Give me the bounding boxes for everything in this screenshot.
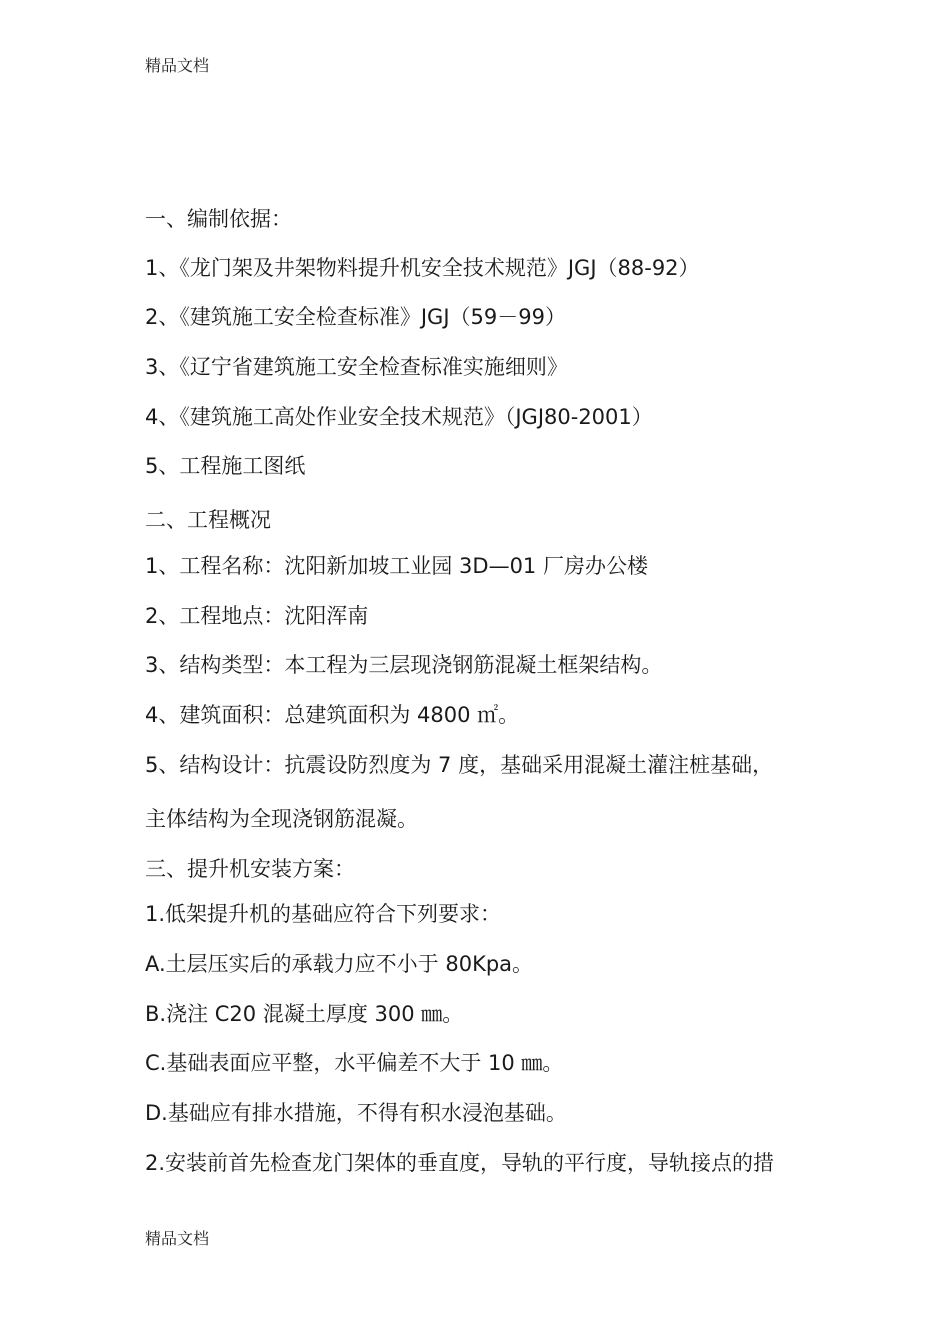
overview-item-5-continued: 主体结构为全现浇钢筋混凝。: [145, 807, 418, 831]
section-heading-overview: 二、工程概况: [145, 508, 271, 532]
basis-item-2: 2、《建筑施工安全检查标准》JGJ（59－99）: [145, 305, 566, 329]
basis-item-5: 5、工程施工图纸: [145, 454, 306, 478]
overview-item-4: 4、建筑面积：总建筑面积为 4800 ㎡。: [145, 703, 520, 727]
page-footer: 精品文档: [145, 1229, 210, 1248]
installation-item-2: 2.安装前首先检查龙门架体的垂直度，导轨的平行度，导轨接点的措: [145, 1151, 775, 1175]
installation-item-a: A.土层压实后的承载力应不小于 80Kpa。: [145, 952, 534, 976]
section-heading-installation: 三、提升机安装方案：: [145, 857, 355, 881]
section-heading-basis: 一、编制依据：: [145, 207, 292, 231]
basis-item-3: 3、《辽宁省建筑施工安全检查标准实施细则》: [145, 355, 568, 379]
installation-item-d: D.基础应有排水措施，不得有积水浸泡基础。: [145, 1101, 567, 1125]
installation-item-c: C.基础表面应平整，水平偏差不大于 10 ㎜。: [145, 1051, 564, 1075]
overview-item-2: 2、工程地点：沈阳浑南: [145, 604, 369, 628]
overview-item-3: 3、结构类型：本工程为三层现浇钢筋混凝土框架结构。: [145, 653, 663, 677]
installation-item-1: 1.低架提升机的基础应符合下列要求：: [145, 902, 502, 926]
basis-item-4: 4、《建筑施工高处作业安全技术规范》（JGJ80-2001）: [145, 405, 653, 429]
overview-item-5: 5、结构设计：抗震设防烈度为 7 度，基础采用混凝土灌注桩基础，: [145, 753, 774, 777]
page-header: 精品文档: [145, 56, 210, 75]
basis-item-1: 1、《龙门架及井架物料提升机安全技术规范》JGJ（88-92）: [145, 256, 700, 280]
installation-item-b: B.浇注 C20 混凝土厚度 300 ㎜。: [145, 1002, 464, 1026]
overview-item-1: 1、工程名称：沈阳新加坡工业园 3D—01 厂房办公楼: [145, 554, 648, 578]
